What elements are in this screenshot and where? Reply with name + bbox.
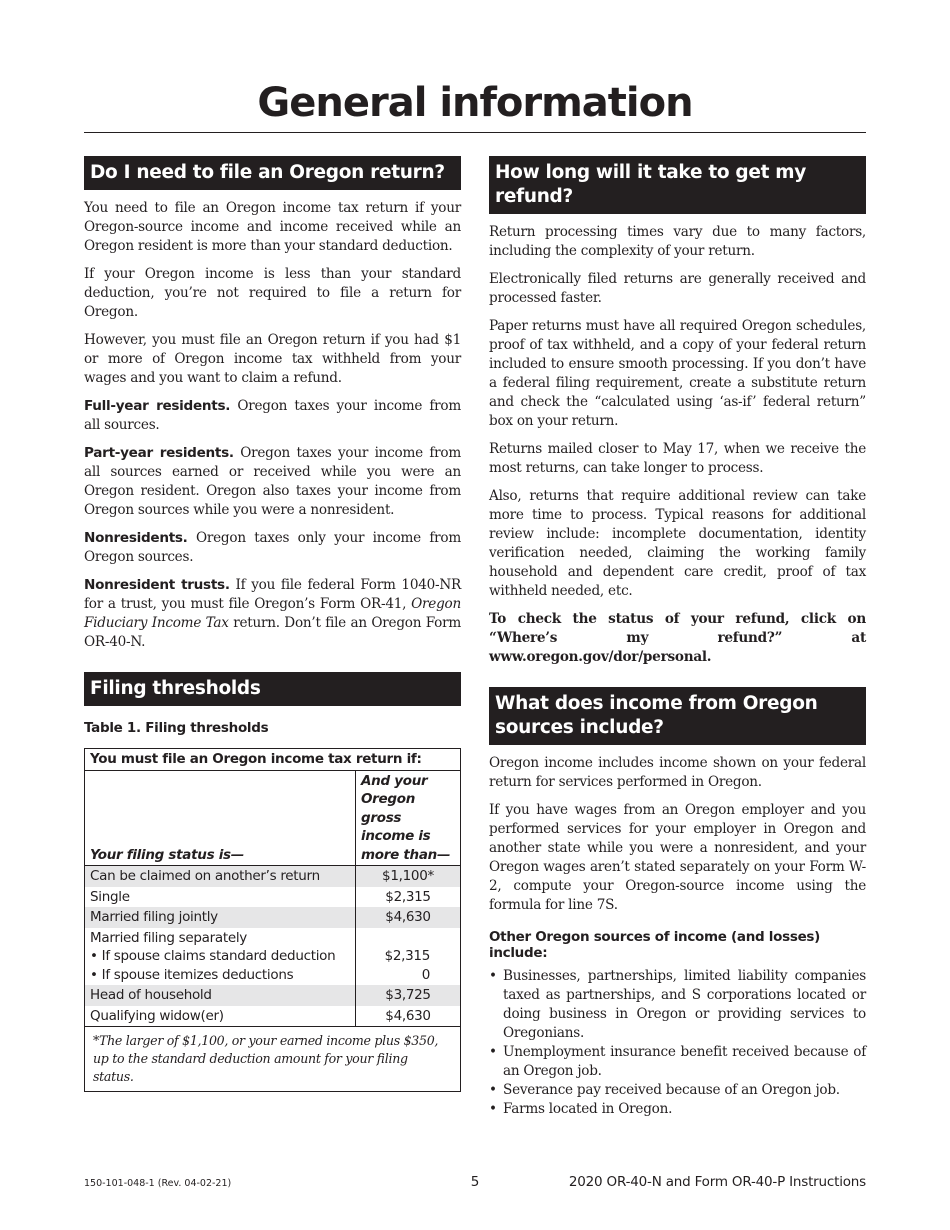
title-divider — [84, 132, 866, 133]
amount-value: $2,315 — [384, 948, 430, 964]
paragraph-text: Oregon taxes your income from all sources earned or received while you were an Oregon resident. Oregon also taxes your income from Oregon sources while you were a nonresident. — [84, 445, 461, 518]
paragraph-part-year-residents — [84, 444, 461, 520]
lead-term: Nonresidents. — [84, 530, 188, 546]
amount-cell: $4,630 — [356, 907, 461, 928]
status-subitem: • If spouse claims standard deduction — [90, 948, 336, 964]
paragraph: Electronically filed returns are generally received and processed faster. — [489, 271, 866, 306]
amount-cell: $4,630 — [356, 1006, 461, 1027]
amount-blank — [361, 929, 455, 948]
paragraph: However, you must file an Oregon return if you had $1 or more of Oregon income tax withheld from your wages and you want to claim a refund. — [84, 332, 461, 386]
paragraph-full-year-residents — [84, 397, 461, 435]
list-item: • Severance pay received because of an Oregon job. — [489, 1081, 866, 1100]
column-header-status: Your filing status is— — [85, 770, 356, 866]
lead-term: Full-year residents. — [84, 398, 231, 414]
section-heading-filing-thresholds: Filing thresholds — [84, 672, 461, 706]
paragraph: You need to file an Oregon income tax return if your Oregon-source income and income received while an Oregon resident is more than your standard deduction. — [84, 200, 461, 254]
left-column — [84, 156, 461, 1092]
right-column — [489, 156, 866, 1119]
table-row — [85, 985, 461, 1006]
list-item: • Unemployment insurance benefit received because of an Oregon job. — [489, 1043, 866, 1081]
status-cell — [85, 928, 356, 986]
status-cell: Married filing jointly — [85, 907, 356, 928]
refund-status-note: To check the status of your refund, click on “Where’s my refund?” at www.oregon.gov/dor/personal. — [489, 611, 866, 665]
form-name: Oregon Fiduciary Income Tax — [84, 596, 461, 631]
amount-value: 0 — [421, 966, 430, 983]
status-cell: Head of household — [85, 985, 356, 1006]
paragraph-nonresident-trusts — [84, 576, 461, 652]
table-top-heading: You must file an Oregon income tax return if: — [85, 749, 461, 771]
paragraph-text: If you file federal Form 1040-NR for a trust, you must file Oregon’s Form OR-41, — [84, 577, 461, 612]
footer-page-number: 5 — [470, 1174, 480, 1190]
paragraph: If you have wages from an Oregon employer and you performed services for your employer in Oregon and another state while you were a nonresident, and your Oregon wages aren’t stated separately on your Form W-2, compute your Oregon-source income using the formula for line 7S. — [489, 802, 866, 913]
paragraph: Return processing times vary due to many factors, including the complexity of your return. — [489, 224, 866, 259]
other-sources-list — [489, 967, 866, 1119]
column-header-amount: And your Oregon gross income is more than— — [356, 770, 461, 866]
section-heading-need-to-file: Do I need to file an Oregon return? — [84, 156, 461, 190]
status-cell: Qualifying widow(er) — [90, 1007, 224, 1024]
amount-cell: $2,315 — [356, 887, 461, 908]
amount-cell: $1,100* — [356, 866, 461, 887]
status-text: Married filing separately — [90, 929, 247, 946]
paragraph: If your Oregon income is less than your standard deduction, you’re not required to file a return for Oregon. — [84, 266, 461, 320]
column-header-row — [85, 770, 461, 866]
table-footnote-row — [85, 1027, 461, 1092]
amount-cell — [356, 928, 461, 986]
table-header-row — [85, 749, 461, 771]
filing-thresholds-table — [84, 748, 461, 1092]
paragraph-text: Oregon taxes your income from all sources. — [84, 398, 461, 433]
footer-form-number: 150-101-048-1 (Rev. 04-02-21) — [84, 1178, 232, 1189]
table-row — [85, 866, 461, 887]
list-item: • Businesses, partnerships, limited liability companies taxed as partnerships, and S corporations located or doing business in Oregon or providing services to Oregonians. — [489, 967, 866, 1043]
amount-cell: $3,725 — [356, 985, 461, 1006]
table-footnote: *The larger of $1,100, or your earned income plus $350, up to the standard deduction amount for your filing status. — [85, 1027, 461, 1092]
table-row — [85, 907, 461, 928]
paragraph-nonresidents — [84, 529, 461, 567]
lead-term: Nonresident trusts. — [84, 577, 230, 593]
paragraph-text: Oregon taxes only your income from Oregon sources. — [84, 530, 461, 565]
paragraph: Also, returns that require additional review can take more time to process. Typical reasons for additional review include: incomplete documentation, identity verification needed, claiming the working family household and dependent care credit, proof of tax withheld needed, etc. — [489, 488, 866, 599]
status-subitem: • If spouse itemizes deductions — [90, 966, 294, 983]
section-heading-refund: How long will it take to get my refund? — [489, 156, 866, 214]
page-title: General information — [257, 80, 693, 126]
table-row-married-filing-separately — [85, 928, 461, 986]
section-heading-oregon-sources: What does income from Oregon sources include? — [489, 687, 866, 745]
paragraph: Returns mailed closer to May 17, when we receive the most returns, can take longer to process. — [489, 441, 866, 476]
list-item: • Farms located in Oregon. — [489, 1100, 866, 1119]
status-cell: Can be claimed on another’s return — [85, 866, 356, 887]
footer-doc-title: 2020 OR-40-N and Form OR-40-P Instructions — [568, 1174, 866, 1190]
status-cell: Single — [90, 888, 130, 905]
table-caption: Table 1. Filing thresholds — [84, 720, 269, 736]
table-row — [85, 887, 461, 908]
paragraph-text: return. Don’t file an Oregon Form OR-40-N. — [84, 615, 461, 650]
paragraph: Paper returns must have all required Oregon schedules, proof of tax withheld, and a copy of your federal return included to ensure smooth processing. If you don’t have a federal filing requirement, create a substitute return and check the “calculated using ‘as-if’ federal return” box on your return. — [489, 318, 866, 429]
lead-term: Part-year residents. — [84, 445, 234, 461]
sub-heading-other-sources: Other Oregon sources of income (and losses) include: — [489, 929, 821, 961]
paragraph: Oregon income includes income shown on your federal return for services performed in Oregon. — [489, 755, 866, 790]
table-row — [85, 1006, 461, 1027]
